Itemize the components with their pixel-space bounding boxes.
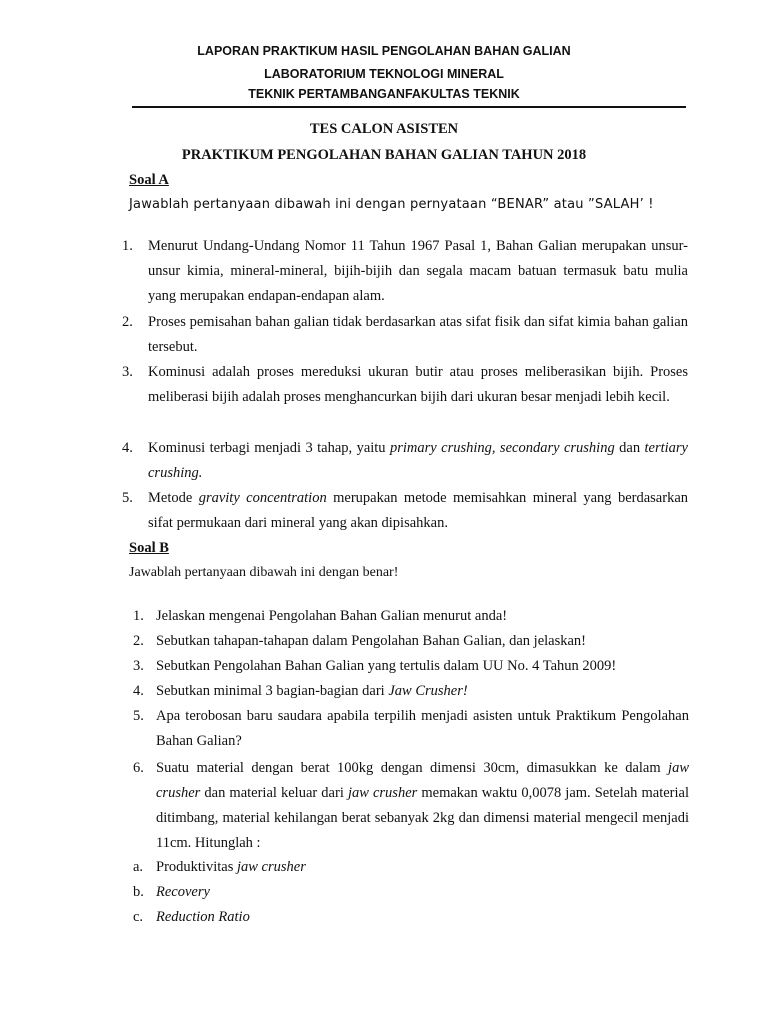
soal-b-instruction: Jawablah pertanyaan dibawah ini dengan benar! <box>129 565 399 580</box>
soal-a-instruction: Jawablah pertanyaan dibawah ini dengan pernyataan “BENAR” atau ”SALAH’ ! <box>129 197 654 212</box>
item-text: Sebutkan tahapan-tahapan dalam Pengolahan Bahan Galian, dan jelaskan! <box>156 633 587 649</box>
item-number: 1. <box>122 238 133 254</box>
item-text: Jelaskan mengenai Pengolahan Bahan Galian menurut anda! <box>156 608 508 624</box>
item-text: Metode gravity concentration merupakan metode memisahkan mineral yang berdasarkan sifat permukaan dari mineral yang akan dipisahkan. <box>148 490 689 531</box>
item-number: 6. <box>133 760 144 776</box>
item-number: 4. <box>133 683 144 699</box>
item-letter: a. <box>133 859 144 875</box>
item-letter: b. <box>133 884 144 900</box>
item-number: 2. <box>133 633 144 649</box>
practicum-title: PRAKTIKUM PENGOLAHAN BAHAN GALIAN TAHUN 2018 <box>181 147 587 163</box>
item-number: 2. <box>122 314 133 330</box>
item-number: 4. <box>122 440 133 456</box>
soal-a-heading: Soal A <box>129 172 169 188</box>
item-text: Sebutkan Pengolahan Bahan Galian yang tertulis dalam UU No. 4 Tahun 2009! <box>156 658 617 674</box>
item-text: Kominusi terbagi menjadi 3 tahap, yaitu primary crushing, secondary crushing dan tertiary crushing. <box>148 440 688 481</box>
item-text: Reduction Ratio <box>156 909 250 925</box>
item-letter: c. <box>133 909 144 925</box>
report-header-line-2: LABORATORIUM TEKNOLOGI MINERAL <box>264 67 504 81</box>
item-text: Proses pemisahan bahan galian tidak berdasarkan atas sifat fisik dan sifat kimia bahan galian tersebut. <box>148 314 688 355</box>
item-text: Kominusi adalah proses mereduksi ukuran butir atau proses meliberasikan bijih. Proses meliberasi bijih adalah proses menghancurkan bijih dari ukuran besar menjadi lebih kecil. <box>148 364 688 405</box>
header-divider <box>132 106 686 108</box>
test-title: TES CALON ASISTEN <box>309 121 459 137</box>
item-text: Recovery <box>156 884 210 900</box>
item-text: Sebutkan minimal 3 bagian-bagian dari Jaw Crusher! <box>156 683 468 699</box>
item-number: 1. <box>133 608 144 624</box>
report-header-line-1: LAPORAN PRAKTIKUM HASIL PENGOLAHAN BAHAN GALIAN <box>197 44 571 58</box>
soal-b-heading: Soal B <box>129 540 169 556</box>
item-number: 3. <box>122 364 133 380</box>
item-text: Produktivitas jaw crusher <box>156 859 306 875</box>
item-text: Suatu material dengan berat 100kg dengan dimensi 30cm, dimasukkan ke dalam jaw crusher dan material keluar dari jaw crusher memakan waktu 0,0078 jam. Setelah material ditimbang, material kehilangan berat sebanyak 2kg dan dimensi material mengecil menjadi 11cm. Hitunglah : <box>156 760 689 851</box>
item-text: Menurut Undang-Undang Nomor 11 Tahun 1967 Pasal 1, Bahan Galian merupakan unsur-unsur kimia, mineral-mineral, bijih-bijih dan segala macam batuan termasuk batu mulia yang merupakan endapan-endapan alam. <box>148 238 688 304</box>
item-text: Apa terobosan baru saudara apabila terpilih menjadi asisten untuk Praktikum Pengolahan Bahan Galian? <box>156 708 689 749</box>
item-number: 5. <box>122 490 133 506</box>
item-number: 3. <box>133 658 144 674</box>
report-header-line-3: TEKNIK PERTAMBANGANFAKULTAS TEKNIK <box>248 87 520 101</box>
item-number: 5. <box>133 708 144 724</box>
